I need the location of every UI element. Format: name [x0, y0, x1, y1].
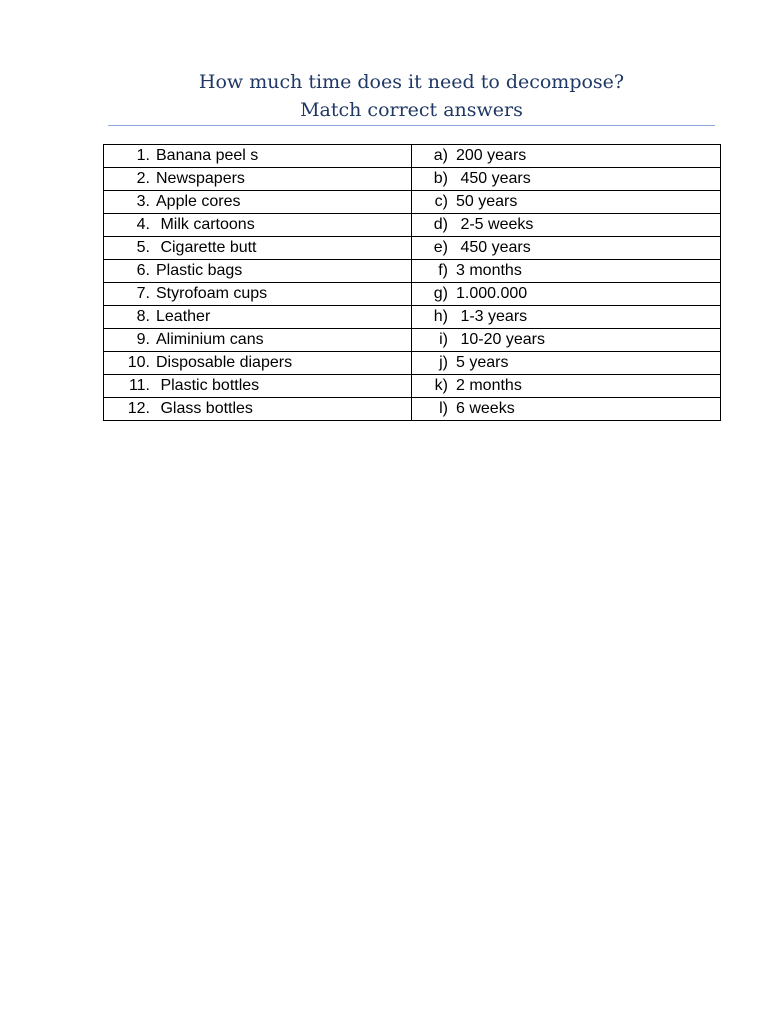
item-cell [104, 260, 412, 283]
answer-cell [412, 375, 721, 398]
answer-letter: g) [433, 285, 448, 302]
answer-cell [412, 237, 721, 260]
heading-divider [108, 125, 715, 126]
answer-label: 6 weeks [456, 400, 515, 417]
item-number: 6. [136, 262, 150, 279]
table-row [104, 306, 721, 329]
table-row [104, 237, 721, 260]
answer-letter: i) [439, 331, 448, 348]
table-row [104, 168, 721, 191]
answer-label: 50 years [456, 193, 518, 210]
item-cell [104, 283, 412, 306]
answer-letter: l) [439, 400, 448, 417]
item-cell [104, 237, 412, 260]
answer-cell [412, 260, 721, 283]
answer-letter: h) [433, 308, 448, 325]
answer-label: 10-20 years [456, 331, 545, 348]
answer-letter: k) [434, 377, 448, 394]
table-row [104, 260, 721, 283]
answer-letter: c) [434, 193, 448, 210]
item-label: Milk cartoons [156, 216, 255, 233]
table-row [104, 352, 721, 375]
answer-cell [412, 191, 721, 214]
table-row [104, 398, 721, 421]
item-cell [104, 375, 412, 398]
item-label: Cigarette butt [156, 239, 257, 256]
item-number: 8. [136, 308, 150, 325]
answer-letter: f) [438, 262, 448, 279]
worksheet-heading [108, 68, 715, 124]
answer-label: 5 years [456, 354, 509, 371]
table-row [104, 191, 721, 214]
item-cell [104, 398, 412, 421]
item-number: 5. [136, 239, 150, 256]
item-cell [104, 145, 412, 168]
answer-cell [412, 398, 721, 421]
item-number: 1. [136, 147, 150, 164]
item-cell [104, 191, 412, 214]
answer-cell [412, 214, 721, 237]
answer-label: 2-5 weeks [456, 216, 534, 233]
item-label: Newspapers [156, 170, 245, 187]
heading-instruction: Match correct answers [300, 99, 523, 121]
item-number: 4. [136, 216, 150, 233]
item-cell [104, 168, 412, 191]
answer-letter: a) [433, 147, 448, 164]
item-label: Plastic bottles [156, 377, 260, 394]
item-cell [104, 329, 412, 352]
answer-cell [412, 168, 721, 191]
item-label: Plastic bags [156, 262, 243, 279]
table-row [104, 375, 721, 398]
answer-letter: d) [433, 216, 448, 233]
table-row [104, 283, 721, 306]
answer-cell [412, 352, 721, 375]
item-number: 9. [136, 331, 150, 348]
answer-letter: b) [433, 170, 448, 187]
item-number: 2. [136, 170, 150, 187]
table-row [104, 214, 721, 237]
answer-label: 1.000.000 [456, 285, 528, 302]
matching-table [103, 144, 721, 421]
item-cell [104, 352, 412, 375]
item-number: 11. [128, 377, 150, 394]
table-row [104, 145, 721, 168]
item-number: 12. [127, 400, 150, 417]
item-cell [104, 306, 412, 329]
answer-cell [412, 145, 721, 168]
heading-question: How much time does it need to decompose? [198, 71, 625, 93]
answer-label: 2 months [456, 377, 522, 394]
answer-label: 3 months [456, 262, 522, 279]
answer-cell [412, 329, 721, 352]
item-label: Styrofoam cups [156, 285, 268, 302]
item-label: Banana peel s [156, 147, 259, 164]
answer-label: 450 years [456, 170, 531, 187]
item-number: 10. [127, 354, 150, 371]
answer-letter: j) [439, 354, 448, 371]
answer-cell [412, 283, 721, 306]
table-row [104, 329, 721, 352]
item-number: 3. [136, 193, 150, 210]
answer-label: 450 years [456, 239, 531, 256]
item-label: Disposable diapers [156, 354, 293, 371]
item-label: Leather [156, 308, 211, 325]
answer-label: 200 years [456, 147, 527, 164]
answer-label: 1-3 years [456, 308, 528, 325]
answer-letter: e) [433, 239, 448, 256]
answer-cell [412, 306, 721, 329]
item-label: Glass bottles [156, 400, 253, 417]
item-number: 7. [136, 285, 150, 302]
item-cell [104, 214, 412, 237]
item-label: Apple cores [156, 193, 241, 210]
item-label: Aliminium cans [156, 331, 264, 348]
